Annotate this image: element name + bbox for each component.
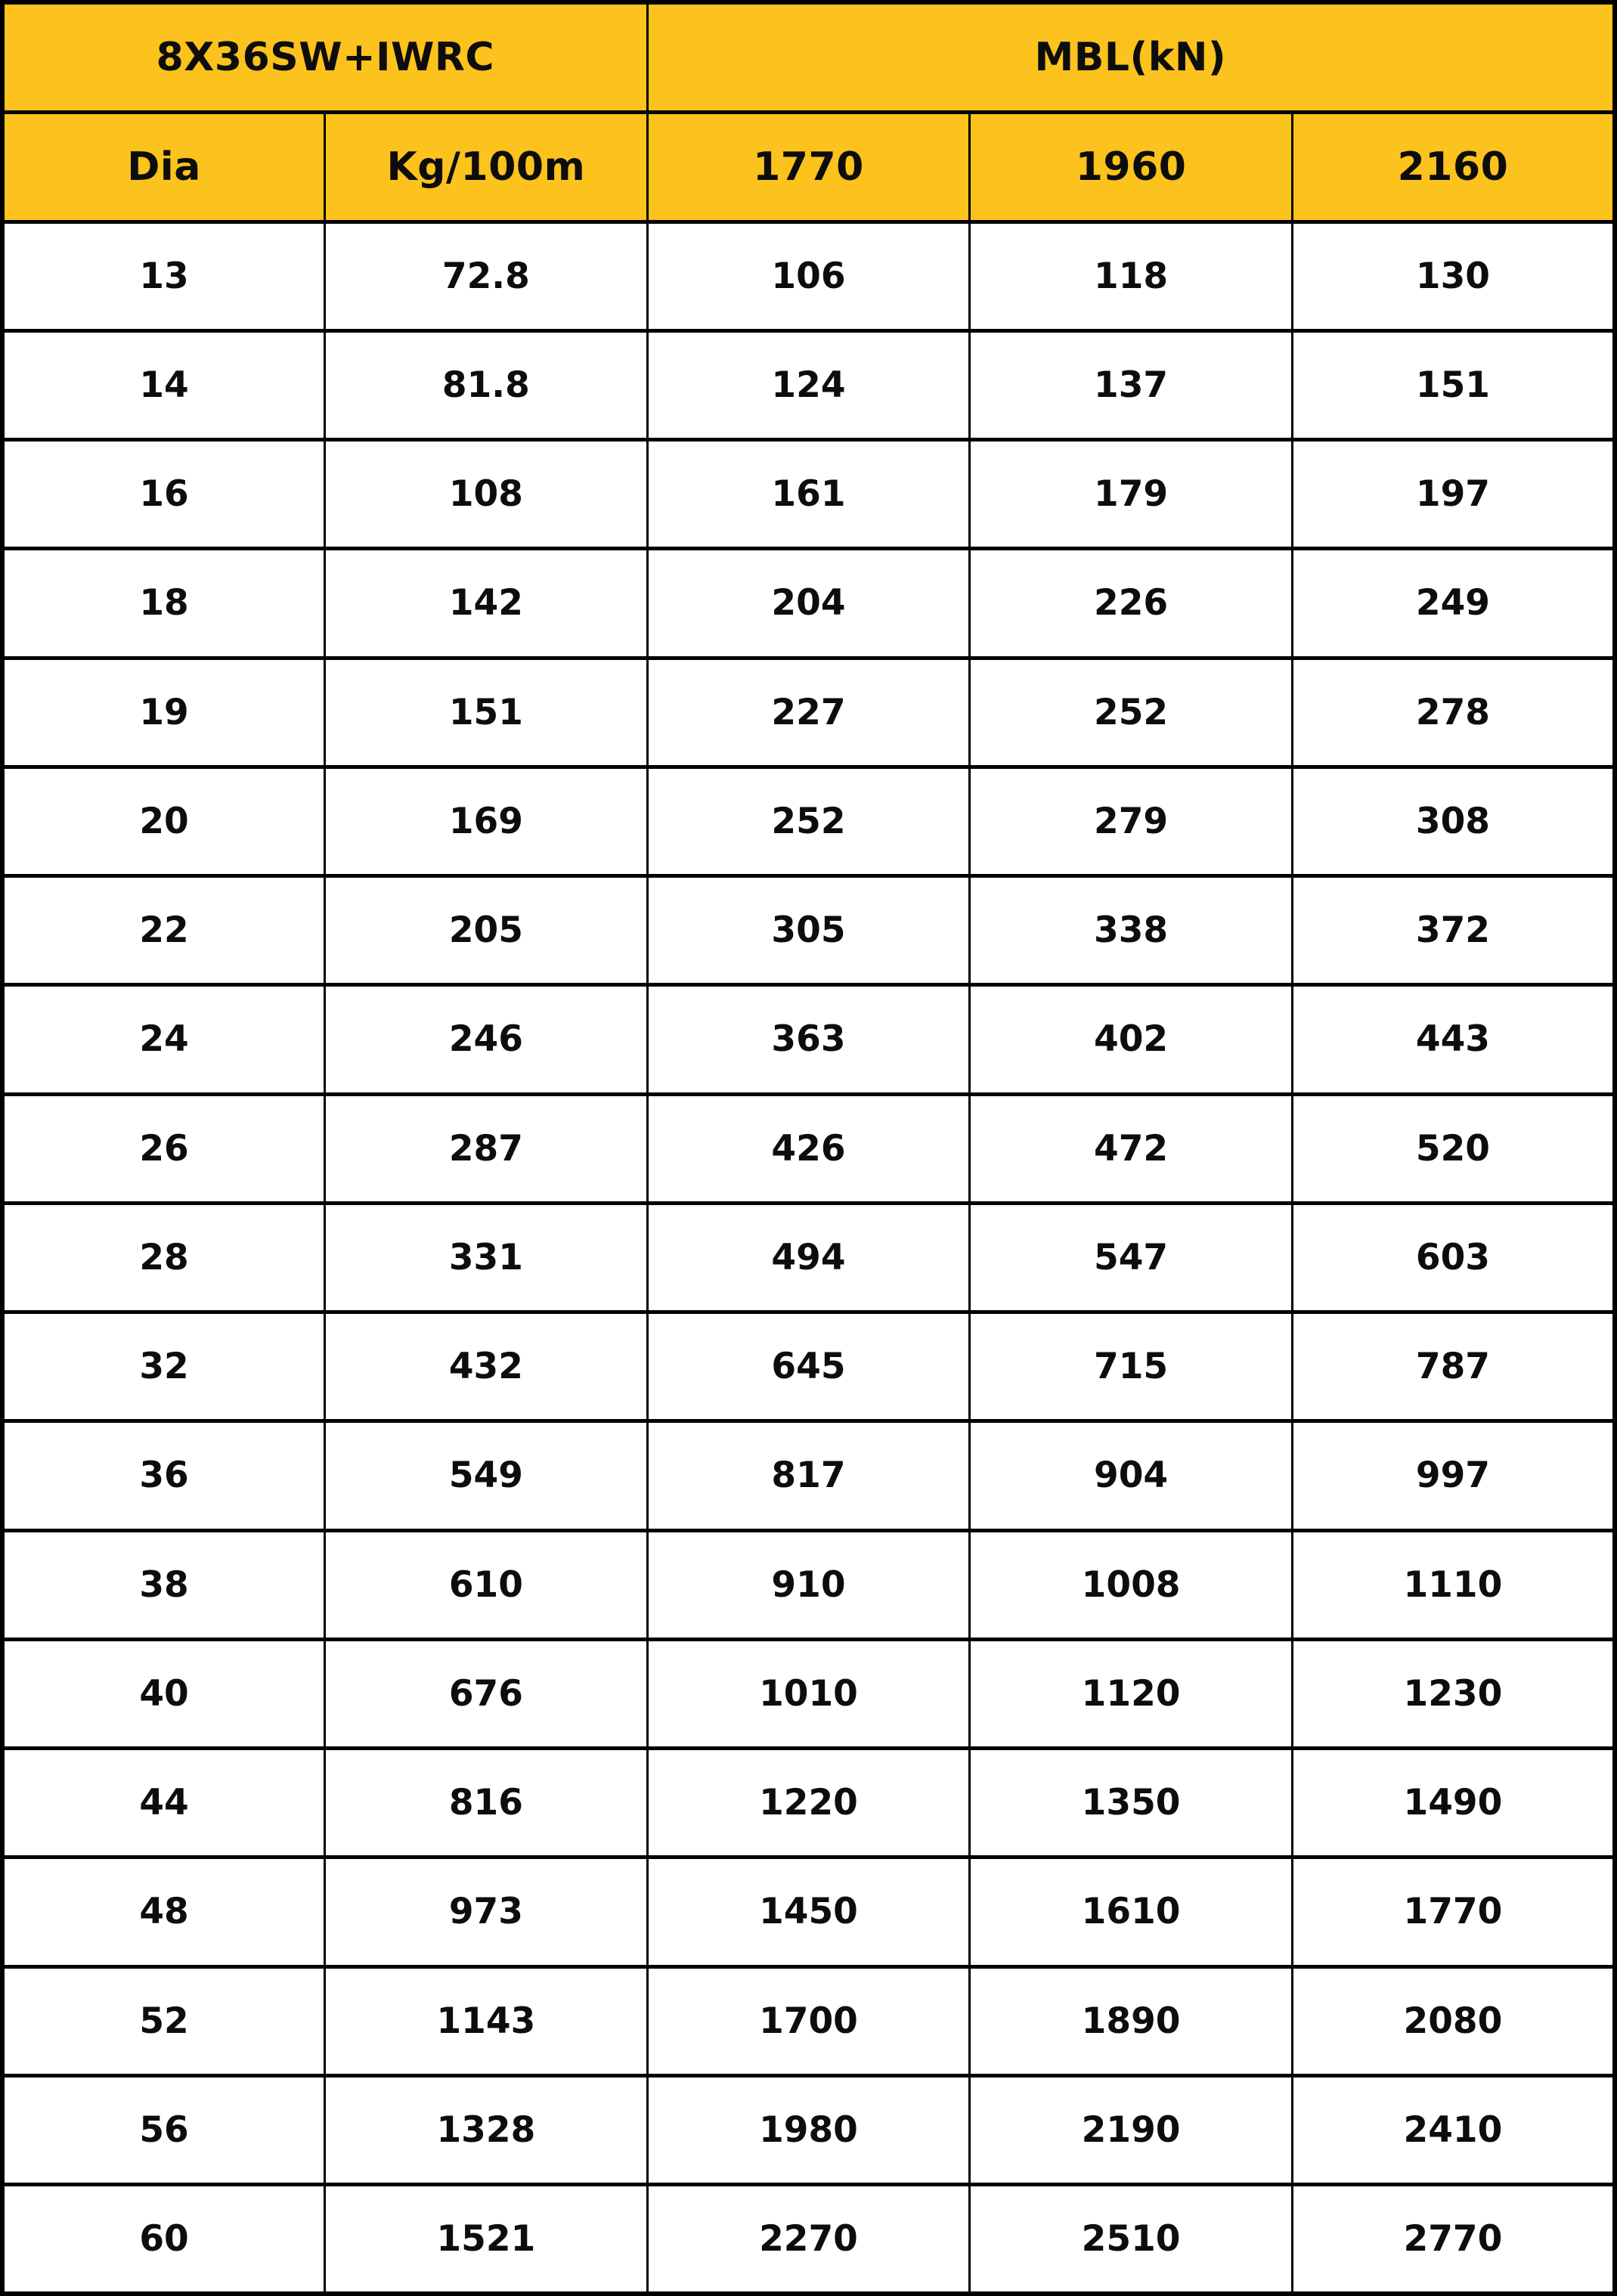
table-cell: 547 (970, 1203, 1293, 1312)
table-cell: 44 (2, 1749, 325, 1858)
table-cell: 28 (2, 1203, 325, 1312)
table-cell: 81.8 (325, 330, 648, 439)
table-cell: 520 (1292, 1094, 1615, 1203)
table-row (2, 658, 1615, 767)
table-cell: 338 (970, 876, 1293, 985)
table-cell: 108 (325, 440, 648, 549)
table-cell: 305 (647, 876, 970, 985)
table-cell: 603 (1292, 1203, 1615, 1312)
table-cell: 1143 (325, 1966, 648, 2075)
header-columns-row (2, 112, 1615, 222)
table-cell: 13 (2, 222, 325, 330)
table-cell: 38 (2, 1530, 325, 1639)
table-cell: 205 (325, 876, 648, 985)
table-row (2, 1094, 1615, 1203)
table-cell: 1010 (647, 1639, 970, 1748)
table-cell: 279 (970, 767, 1293, 875)
table-cell: 48 (2, 1858, 325, 1966)
table-cell: 715 (970, 1312, 1293, 1421)
table-cell: 137 (970, 330, 1293, 439)
table-cell: 252 (647, 767, 970, 875)
table-cell: 169 (325, 767, 648, 875)
table-body (2, 222, 1615, 2294)
table-cell: 36 (2, 1421, 325, 1530)
table-row (2, 330, 1615, 439)
table-cell: 227 (647, 658, 970, 767)
table-cell: 426 (647, 1094, 970, 1203)
table-cell: 817 (647, 1421, 970, 1530)
table-cell: 1770 (1292, 1858, 1615, 1966)
table-row (2, 549, 1615, 658)
table-cell: 1120 (970, 1639, 1293, 1748)
table-cell: 816 (325, 1749, 648, 1858)
table-cell: 308 (1292, 767, 1615, 875)
column-header-grade-1960: 1960 (970, 112, 1293, 222)
table-cell: 1610 (970, 1858, 1293, 1966)
table-cell: 26 (2, 1094, 325, 1203)
table-cell: 472 (970, 1094, 1293, 1203)
table-cell: 997 (1292, 1421, 1615, 1530)
table-cell: 2080 (1292, 1966, 1615, 2075)
table-cell: 22 (2, 876, 325, 985)
table-cell: 2510 (970, 2185, 1293, 2294)
column-header-dia: Dia (2, 112, 325, 222)
table-cell: 402 (970, 985, 1293, 1094)
table-row (2, 1203, 1615, 1312)
table-row (2, 767, 1615, 875)
table-cell: 197 (1292, 440, 1615, 549)
table-cell: 904 (970, 1421, 1293, 1530)
table-cell: 2770 (1292, 2185, 1615, 2294)
table-cell: 20 (2, 767, 325, 875)
table-cell: 1980 (647, 2075, 970, 2184)
table-cell: 52 (2, 1966, 325, 2075)
table-cell: 56 (2, 2075, 325, 2184)
table-cell: 287 (325, 1094, 648, 1203)
table-cell: 118 (970, 222, 1293, 330)
table-cell: 1490 (1292, 1749, 1615, 1858)
table-cell: 32 (2, 1312, 325, 1421)
table-cell: 252 (970, 658, 1293, 767)
table-row (2, 876, 1615, 985)
column-header-grade-1770: 1770 (647, 112, 970, 222)
table-row (2, 2185, 1615, 2294)
table-cell: 16 (2, 440, 325, 549)
table-cell: 2190 (970, 2075, 1293, 2184)
table-row (2, 1312, 1615, 1421)
table-cell: 151 (325, 658, 648, 767)
table-row (2, 1749, 1615, 1858)
table-cell: 179 (970, 440, 1293, 549)
table-cell: 1890 (970, 1966, 1293, 2075)
table-cell: 142 (325, 549, 648, 658)
table-cell: 331 (325, 1203, 648, 1312)
table-cell: 1220 (647, 1749, 970, 1858)
table-cell: 151 (1292, 330, 1615, 439)
table-cell: 787 (1292, 1312, 1615, 1421)
table-cell: 14 (2, 330, 325, 439)
table-row (2, 1530, 1615, 1639)
table-cell: 363 (647, 985, 970, 1094)
table-cell: 973 (325, 1858, 648, 1966)
table-cell: 249 (1292, 549, 1615, 658)
table-row (2, 1858, 1615, 1966)
table-cell: 278 (1292, 658, 1615, 767)
table-cell: 610 (325, 1530, 648, 1639)
table-header (2, 2, 1615, 222)
table-row (2, 1639, 1615, 1748)
table-cell: 204 (647, 549, 970, 658)
column-header-grade-2160: 2160 (1292, 112, 1615, 222)
table-row (2, 985, 1615, 1094)
table-row (2, 2075, 1615, 2184)
table-row (2, 1966, 1615, 2075)
table-cell: 645 (647, 1312, 970, 1421)
table-cell: 18 (2, 549, 325, 658)
table-row (2, 1421, 1615, 1530)
table-cell: 1328 (325, 2075, 648, 2184)
table-cell: 676 (325, 1639, 648, 1748)
table-row (2, 222, 1615, 330)
table-cell: 910 (647, 1530, 970, 1639)
table-cell: 246 (325, 985, 648, 1094)
column-header-kg-per-100m: Kg/100m (325, 112, 648, 222)
table-cell: 443 (1292, 985, 1615, 1094)
table-cell: 1350 (970, 1749, 1293, 1858)
table-cell: 124 (647, 330, 970, 439)
header-group-row (2, 2, 1615, 112)
table-cell: 2270 (647, 2185, 970, 2294)
table-cell: 1008 (970, 1530, 1293, 1639)
table-cell: 72.8 (325, 222, 648, 330)
table-cell: 130 (1292, 222, 1615, 330)
table-cell: 1230 (1292, 1639, 1615, 1748)
table-cell: 40 (2, 1639, 325, 1748)
table-cell: 1110 (1292, 1530, 1615, 1639)
header-rope-construction: 8X36SW+IWRC (2, 2, 647, 112)
table-cell: 19 (2, 658, 325, 767)
table-cell: 2410 (1292, 2075, 1615, 2184)
table-cell: 1521 (325, 2185, 648, 2294)
table-cell: 432 (325, 1312, 648, 1421)
table-cell: 24 (2, 985, 325, 1094)
table-cell: 226 (970, 549, 1293, 658)
table-cell: 1450 (647, 1858, 970, 1966)
table-cell: 106 (647, 222, 970, 330)
table-cell: 372 (1292, 876, 1615, 985)
table-cell: 1700 (647, 1966, 970, 2075)
table-cell: 161 (647, 440, 970, 549)
table-cell: 494 (647, 1203, 970, 1312)
table-cell: 549 (325, 1421, 648, 1530)
table-row (2, 440, 1615, 549)
table-cell: 60 (2, 2185, 325, 2294)
header-mbl: MBL(kN) (647, 2, 1615, 112)
